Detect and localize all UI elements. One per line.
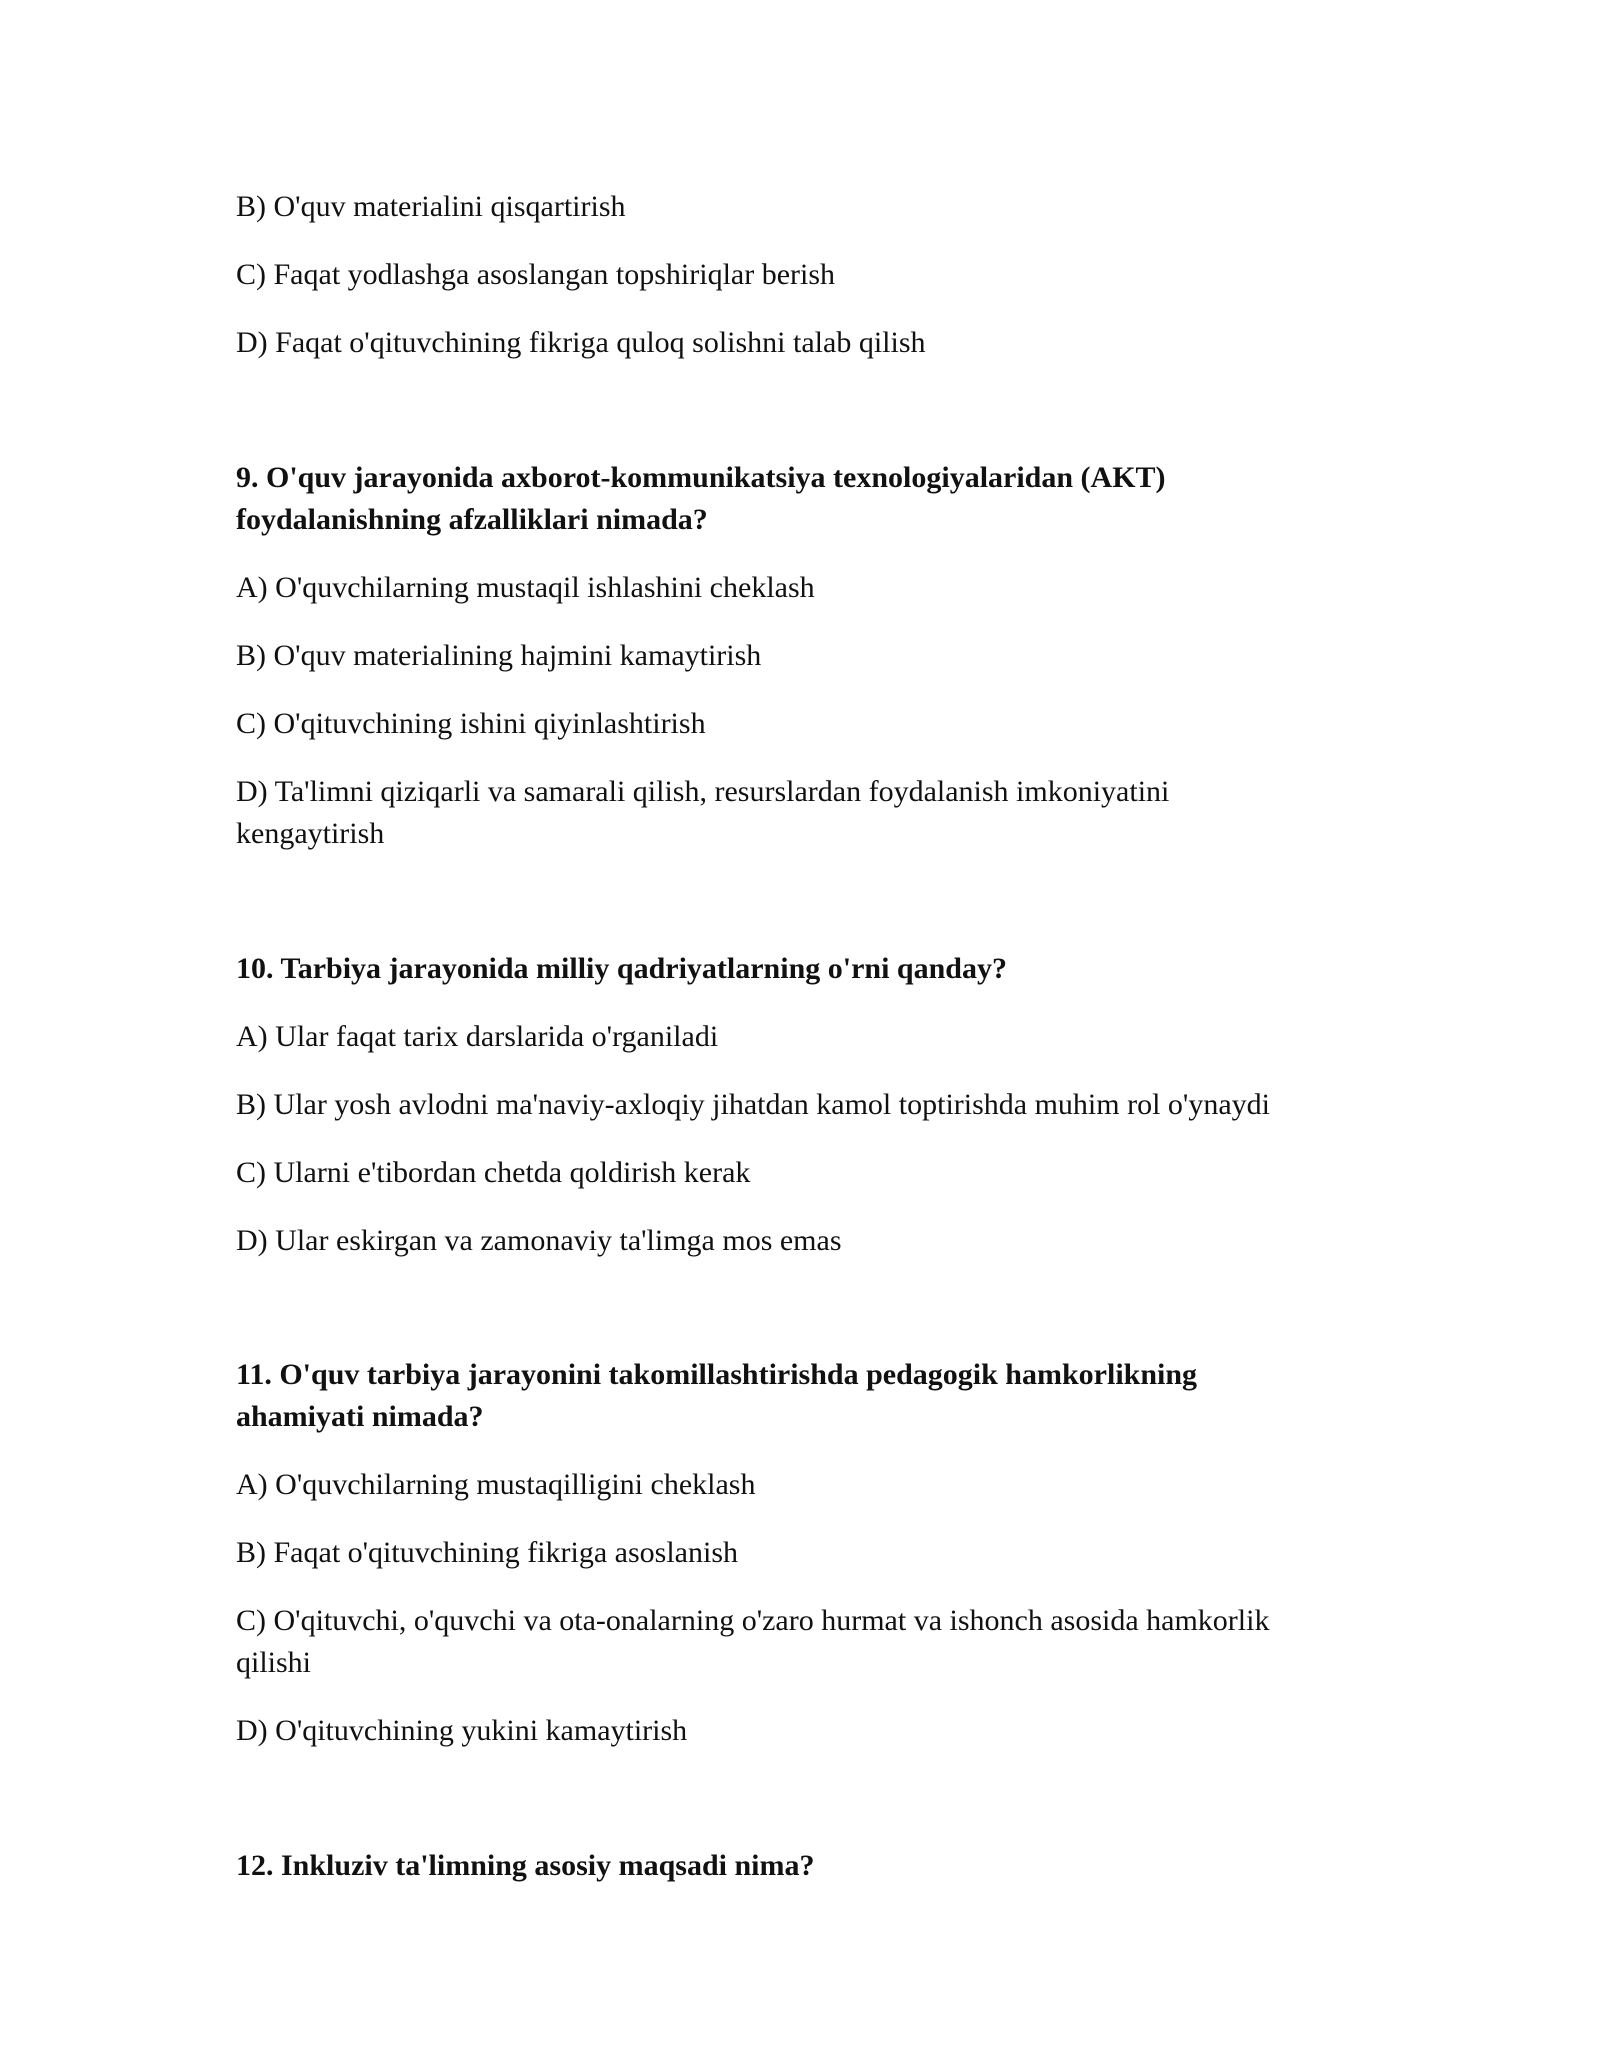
q10-option-d: D) Ular eskirgan va zamonaviy ta'limga mos emas bbox=[236, 1224, 842, 1257]
q9-question-line-1: 9. O'quv jarayonida axborot-kommunikatsiya texnologiyalaridan (AKT) bbox=[236, 461, 1166, 494]
q9-question-line-2: foydalanishning afzalliklari nimada? bbox=[236, 503, 708, 536]
q11-question-line-2: ahamiyati nimada? bbox=[236, 1400, 484, 1433]
q9-option-d-line-1: D) Ta'limni qiziqarli va samarali qilish, resurslardan foydalanish imkoniyatini bbox=[236, 775, 1170, 808]
q10-question: 10. Tarbiya jarayonida milliy qadriyatlarning o'rni qanday? bbox=[236, 952, 1007, 985]
q11-option-b: B) Faqat o'qituvchining fikriga asoslanish bbox=[236, 1536, 739, 1569]
q9-option-d-line-2: kengaytirish bbox=[236, 817, 385, 850]
q10-option-b: B) Ular yosh avlodni ma'naviy-axloqiy jihatdan kamol toptirishda muhim rol o'ynaydi bbox=[236, 1088, 1270, 1121]
q8-option-b: B) O'quv materialini qisqartirish bbox=[236, 190, 626, 223]
q9-option-b: B) O'quv materialining hajmini kamaytirish bbox=[236, 639, 762, 672]
q9-option-a: A) O'quvchilarning mustaqil ishlashini cheklash bbox=[236, 571, 815, 604]
q11-option-c-line-2: qilishi bbox=[236, 1646, 312, 1679]
q11-option-d: D) O'qituvchining yukini kamaytirish bbox=[236, 1714, 688, 1747]
q10-option-a: A) Ular faqat tarix darslarida o'rganiladi bbox=[236, 1020, 719, 1053]
q11-option-c-line-1: C) O'qituvchi, o'quvchi va ota-onalarning o'zaro hurmat va ishonch asosida hamkorlik bbox=[236, 1604, 1270, 1637]
q9-option-c: C) O'qituvchining ishini qiyinlashtirish bbox=[236, 707, 706, 740]
q8-option-c: C) Faqat yodlashga asoslangan topshiriqlar berish bbox=[236, 258, 836, 291]
q12-question: 12. Inkluziv ta'limning asosiy maqsadi nima? bbox=[236, 1849, 815, 1882]
q10-option-c: C) Ularni e'tibordan chetda qoldirish kerak bbox=[236, 1156, 751, 1189]
q8-option-d: D) Faqat o'qituvchining fikriga quloq solishni talab qilish bbox=[236, 326, 926, 359]
q11-option-a: A) O'quvchilarning mustaqilligini cheklash bbox=[236, 1468, 756, 1501]
q11-question-line-1: 11. O'quv tarbiya jarayonini takomillashtirishda pedagogik hamkorlikning bbox=[236, 1358, 1198, 1391]
